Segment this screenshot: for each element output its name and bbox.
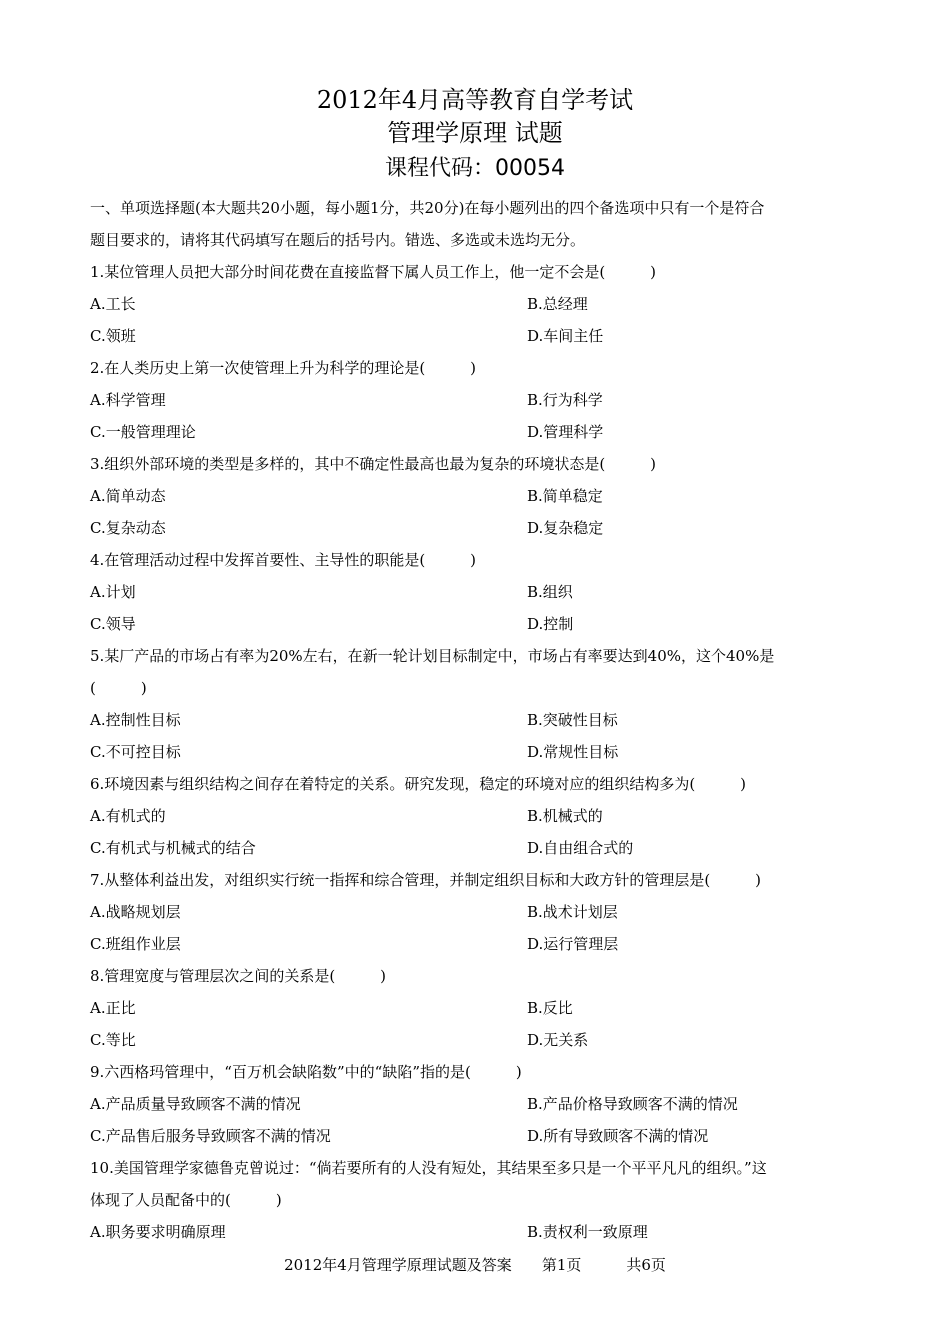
answer-option: D.控制: [527, 615, 574, 633]
option-row: [90, 832, 862, 864]
answer-option: A.产品质量导致顾客不满的情况: [90, 1095, 301, 1113]
question-stem: 6.环境因素与组织结构之间存在着特定的关系。研究发现，稳定的环境对应的组织结构多为( ): [90, 775, 747, 793]
option-row: [90, 992, 862, 1024]
answer-option: A.职务要求明确原理: [90, 1223, 226, 1241]
answer-option: B.突破性目标: [527, 711, 618, 729]
option-row: [90, 1024, 862, 1056]
question-stem: 5.某厂产品的市场占有率为20%左右，在新一轮计划目标制定中，市场占有率要达到40%，这个40%是: [90, 647, 775, 665]
question-item: [90, 448, 862, 544]
option-row: [90, 416, 862, 448]
answer-option: C.产品售后服务导致顾客不满的情况: [90, 1127, 331, 1145]
answer-option: C.领班: [90, 327, 136, 345]
question-stem: 4.在管理活动过程中发挥首要性、主导性的职能是( ): [90, 551, 477, 569]
answer-option: D.管理科学: [527, 423, 604, 441]
question-stem: 3.组织外部环境的类型是多样的，其中不确定性最高也最为复杂的环境状态是( ): [90, 455, 657, 473]
option-row: [90, 800, 862, 832]
question-item: [90, 864, 862, 960]
question-stem: 1.某位管理人员把大部分时间花费在直接监督下属人员工作上，他一定不会是( ): [90, 263, 657, 281]
option-row: [90, 736, 862, 768]
answer-option: D.无关系: [527, 1031, 589, 1049]
course-code: 课程代码：00054: [385, 156, 565, 181]
option-row: [90, 704, 862, 736]
question-stem: 8.管理宽度与管理层次之间的关系是( ): [90, 967, 387, 985]
answer-option: C.复杂动态: [90, 519, 166, 537]
question-stem: 9.六西格玛管理中，“百万机会缺陷数”中的“缺陷”指的是( ): [90, 1063, 522, 1081]
question-item: [90, 1056, 862, 1152]
answer-option: B.总经理: [527, 295, 588, 313]
option-row: [90, 1120, 862, 1152]
question-item: [90, 256, 862, 352]
answer-option: C.班组作业层: [90, 935, 181, 953]
answer-option: A.工长: [90, 295, 136, 313]
answer-option: D.自由组合式的: [527, 839, 634, 857]
answer-option: B.反比: [527, 999, 573, 1017]
answer-option: D.常规性目标: [527, 743, 619, 761]
answer-option: D.运行管理层: [527, 935, 619, 953]
option-row: [90, 512, 862, 544]
answer-option: D.复杂稳定: [527, 519, 604, 537]
answer-option: A.科学管理: [90, 391, 166, 409]
option-row: [90, 1216, 862, 1248]
question-stem-continued: ( ): [90, 679, 147, 697]
option-row: [90, 288, 862, 320]
answer-option: C.领导: [90, 615, 136, 633]
answer-option: B.战术计划层: [527, 903, 618, 921]
question-list: [90, 256, 862, 1248]
question-stem-continued: 体现了人员配备中的( ): [90, 1191, 282, 1209]
answer-option: A.有机式的: [90, 807, 166, 825]
answer-option: B.机械式的: [527, 807, 603, 825]
answer-option: D.车间主任: [527, 327, 604, 345]
answer-option: A.战略规划层: [90, 903, 181, 921]
answer-option: C.等比: [90, 1031, 136, 1049]
answer-option: A.控制性目标: [90, 711, 181, 729]
option-row: [90, 320, 862, 352]
answer-option: C.不可控目标: [90, 743, 181, 761]
answer-option: A.计划: [90, 583, 136, 601]
answer-option: B.简单稳定: [527, 487, 603, 505]
section-intro: 一、单项选择题(本大题共20小题，每小题1分，共20分)在每小题列出的四个备选项中只有一个是符合: [90, 199, 765, 217]
question-item: [90, 960, 862, 1056]
answer-option: B.责权利一致原理: [527, 1223, 648, 1241]
option-row: [90, 928, 862, 960]
answer-option: C.有机式与机械式的结合: [90, 839, 256, 857]
exam-content: [90, 192, 862, 1248]
answer-option: B.组织: [527, 583, 573, 601]
question-stem: 7.从整体利益出发，对组织实行统一指挥和综合管理，并制定组织目标和大政方针的管理层是( ): [90, 871, 762, 889]
question-stem: 10.美国管理学家德鲁克曾说过：“倘若要所有的人没有短处，其结果至多只是一个平平凡凡的组织。”这: [90, 1159, 767, 1177]
question-item: [90, 1152, 862, 1248]
answer-option: B.产品价格导致顾客不满的情况: [527, 1095, 738, 1113]
answer-option: C.一般管理理论: [90, 423, 196, 441]
answer-option: B.行为科学: [527, 391, 603, 409]
question-item: [90, 544, 862, 640]
option-row: [90, 896, 862, 928]
answer-option: A.正比: [90, 999, 136, 1017]
option-row: [90, 1088, 862, 1120]
section-intro-continued: 题目要求的，请将其代码填写在题后的括号内。错选、多选或未选均无分。: [90, 231, 586, 249]
option-row: [90, 608, 862, 640]
question-stem: 2.在人类历史上第一次使管理上升为科学的理论是( ): [90, 359, 477, 377]
question-item: [90, 768, 862, 864]
question-item: [90, 640, 862, 768]
option-row: [90, 384, 862, 416]
answer-option: A.简单动态: [90, 487, 166, 505]
exam-title: 2012年4月高等教育自学考试: [316, 86, 634, 114]
exam-subtitle: 管理学原理 试题: [387, 119, 563, 147]
option-row: [90, 480, 862, 512]
page-footer: 2012年4月管理学原理试题及答案 第1页 共6页: [284, 1256, 666, 1274]
question-item: [90, 352, 862, 448]
option-row: [90, 576, 862, 608]
answer-option: D.所有导致顾客不满的情况: [527, 1127, 709, 1145]
